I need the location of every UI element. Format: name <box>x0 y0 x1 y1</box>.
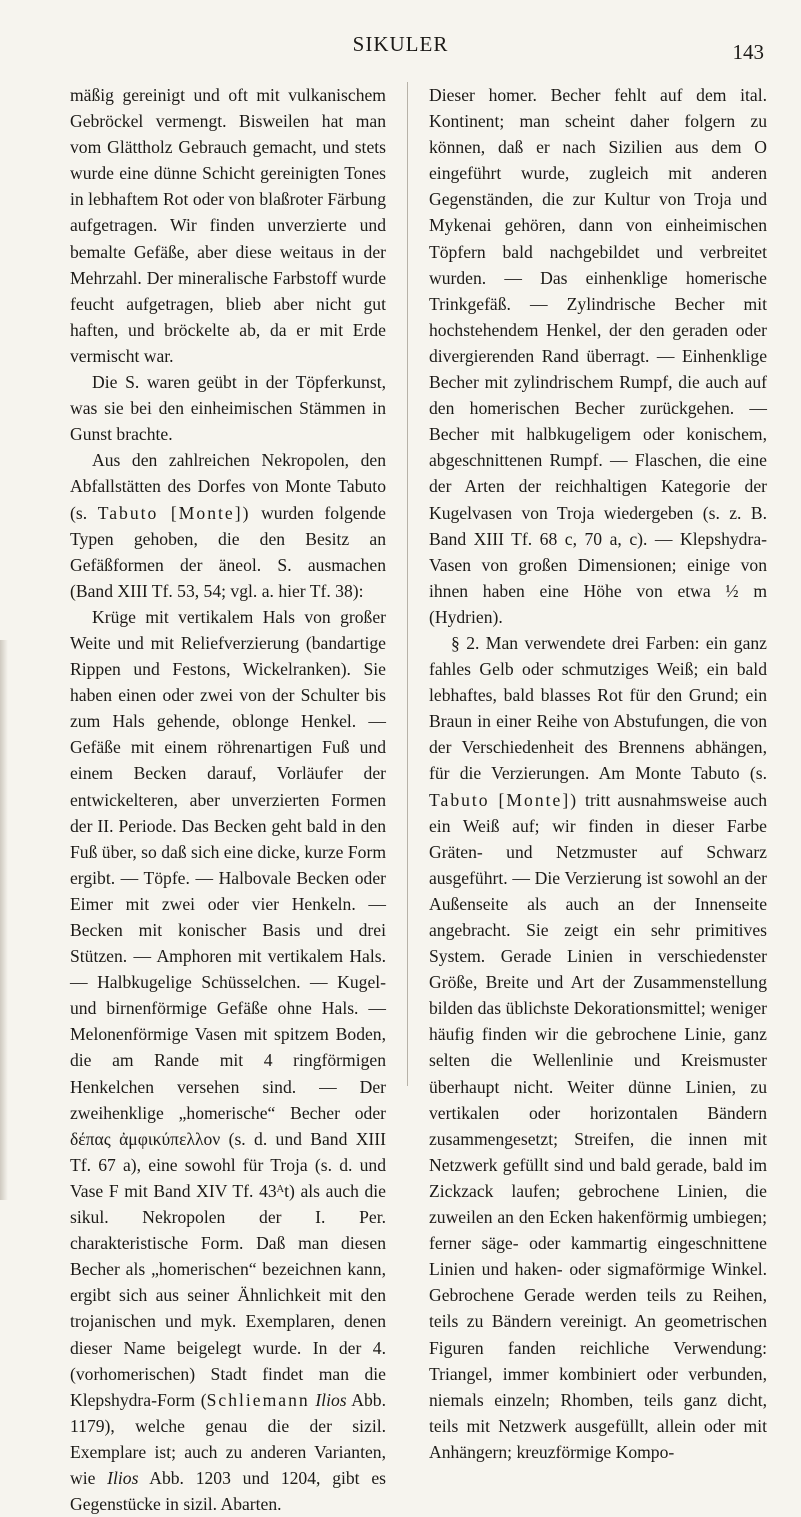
paragraph <box>429 630 767 1465</box>
paragraph: Dieser homer. Becher fehlt auf dem ital. Kontinent; man scheint daher folgern zu können, daß er nach Sizilien aus dem O eingeführt wurde, zugleich mit anderen Gegenständen, die zur Kultur von Troja und Mykenai gehören, dann von einheimischen Töpfern bald nachgebildet und verbreitet wurden. — Das einhenklige homerische Trinkgefäß. — Zylindrische Becher mit hochstehendem Henkel, der den geraden oder divergierenden Rand überragt. — Einhenklige Becher mit zylindrischem Rumpf, die auch auf den homerischen Becher zurückgehen. — Becher mit halbkugeligem oder konischem, abgeschnittenen Rumpf. — Flaschen, die eine der Arten der reichhaltigen Kategorie der Kugelvasen von Troja wiedergeben (s. z. B. Band XIII Tf. 68 c, 70 a, c). — Klepshydra-Vasen von großen Dimensionen; einige von ihnen haben eine Höhe von etwa ½ m (Hydrien). <box>429 85 767 627</box>
cross-reference: Tabuto [Monte]) <box>429 789 579 810</box>
book-title: Ilios <box>107 1467 139 1488</box>
left-column <box>70 82 386 1517</box>
book-title: Ilios <box>315 1389 347 1410</box>
page-edge-shadow <box>0 640 8 1200</box>
text-run: § 2. Man verwendete drei Farben: ein ganz fahles Gelb oder schmutziges Weiß; ein bald lebhaftes, bald blasses Rot für den Grund; ein Braun in einer Reihe von Abstufungen, die von der Verschiedenheit des Brennens abhängen, für die Verzierungen. Am Monte Tabuto (s. <box>429 632 767 784</box>
text-run: tritt ausnahmsweise auch ein Weiß auf; wir finden in dieser Farbe Gräten- und Netzmuster auf Schwarz ausgeführt. — Die Verzierung ist sowohl an der Außenseite als auch an der Innenseite angebracht. Sie zeigt ein sehr primitives System. Gerade Linien in verschiedenster Größe, Breite und Art der Zusammenstellung bilden das üblichste Dekorationsmittel; weniger häufig finden wir die gebrochene Linie, ganz selten die Wellenlinie und Kreismuster überhaupt nicht. Weiter dünne Linien, zu vertikalen oder horizontalen Bändern zusammengesetzt; Streifen, die innen mit Netzwerk gefüllt sind und bald gerade, bald im Zickzack laufen; gebrochene Linien, die zuweilen an den Ecken hakenförmig umbiegen; ferner säge- oder kammartig eingeschnittene Linien und haken- oder sigmaförmige Winkel. Gebrochene Gerade werden teils zu Reihen, teils zu Bändern vereinigt. An geometrischen Figuren fanden reichliche Verwendung: Triangel, immer kombiniert oder verbunden, niemals einzeln; Rhomben, teils ganz dicht, teils mit Netzwerk ausgefüllt, allein oder mit Anhängern; kreuzförmige Kompo- <box>429 789 768 1462</box>
running-title: SIKULER <box>352 32 449 56</box>
cross-reference: Tabuto [Monte]) <box>97 502 251 523</box>
author-name: Schliemann <box>206 1389 310 1410</box>
paragraph <box>70 447 386 604</box>
text-run: Abb. 1203 und 1204, gibt es Gegenstücke in sizil. Abarten. <box>70 1467 386 1515</box>
paragraph: Die S. waren geübt in der Töpferkunst, was sie bei den einheimischen Stämmen in Gunst brachte. <box>70 372 386 445</box>
page-header <box>0 32 801 64</box>
page-number: 143 <box>732 40 764 64</box>
paragraph <box>70 604 386 1517</box>
right-column <box>429 82 767 1465</box>
text-run: Aus den zahlreichen Nekropolen, den Abfallstätten des Dorfes von Monte Tabuto (s. <box>70 450 386 523</box>
paragraph: mäßig gereinigt und oft mit vulkanischem Gebröckel vermengt. Bisweilen hat man vom Glättholz Gebrauch gemacht, und stets wurde eine dünne Schicht gereinigten Tones in lebhaftem Rot oder von blaßroter Färbung aufgetragen. Wir finden unverzierte und bemalte Gefäße, aber diese weitaus in der Mehrzahl. Der mineralische Farbstoff wurde feucht aufgetragen, blieb aber nicht gut haften, und bröckelte ab, da er mit Erde vermischt war. <box>70 85 386 366</box>
text-run: Abb. 1179), welche genau die der sizil. Exemplare ist; auch zu anderen Varianten, wie <box>70 1389 386 1488</box>
text-run: wurden folgende Typen gehoben, die den Besitz an Gefäßformen der äneol. S. ausmachen (Band XIII Tf. 53, 54; vgl. a. hier Tf. 38): <box>70 502 386 601</box>
text-run: Krüge mit vertikalem Hals von großer Weite und mit Reliefverzierung (bandartige Rippen und Festons, Wickelranken). Sie haben einen oder zwei von der Schulter bis zum Hals gehende, oblonge Henkel. — Gefäße mit einem röhrenartigen Fuß und einem Becken darauf, Vorläufer der entwickelteren, aber unverzierten Formen der II. Periode. Das Becken geht bald in den Fuß über, so daß sich eine dicke, kurze Form ergibt. — Töpfe. — Halbovale Becken oder Eimer mit zwei oder vier Henkeln. — Becken mit konischer Basis und drei Stützen. — Amphoren mit vertikalem Hals. — Halbkugelige Schüsselchen. — Kugel- und birnenförmige Gefäße ohne Hals. — Melonenförmige Vasen mit spitzem Boden, die am Rande mit 4 ringförmigen Henkelchen versehen sind. — Der zweihenklige „homerische“ Becher oder δέπας ἀμφικύπελλον (s. d. und Band XIII Tf. 67 a), eine sowohl für Troja (s. d. und Vase F mit Band XIV Tf. 43ᴬt) als auch die sikul. Nekropolen der I. Per. charakteristische Form. Daß man diesen Becher als „homerischen“ bezeichnen kann, ergibt sich aus seiner Ähnlichkeit mit den trojanischen und myk. Exemplaren, denen dieser Name beigelegt wurde. In der 4. (vorhomerischen) Stadt findet man die Klepshydra-Form ( <box>70 606 386 1410</box>
column-divider <box>407 82 408 1086</box>
